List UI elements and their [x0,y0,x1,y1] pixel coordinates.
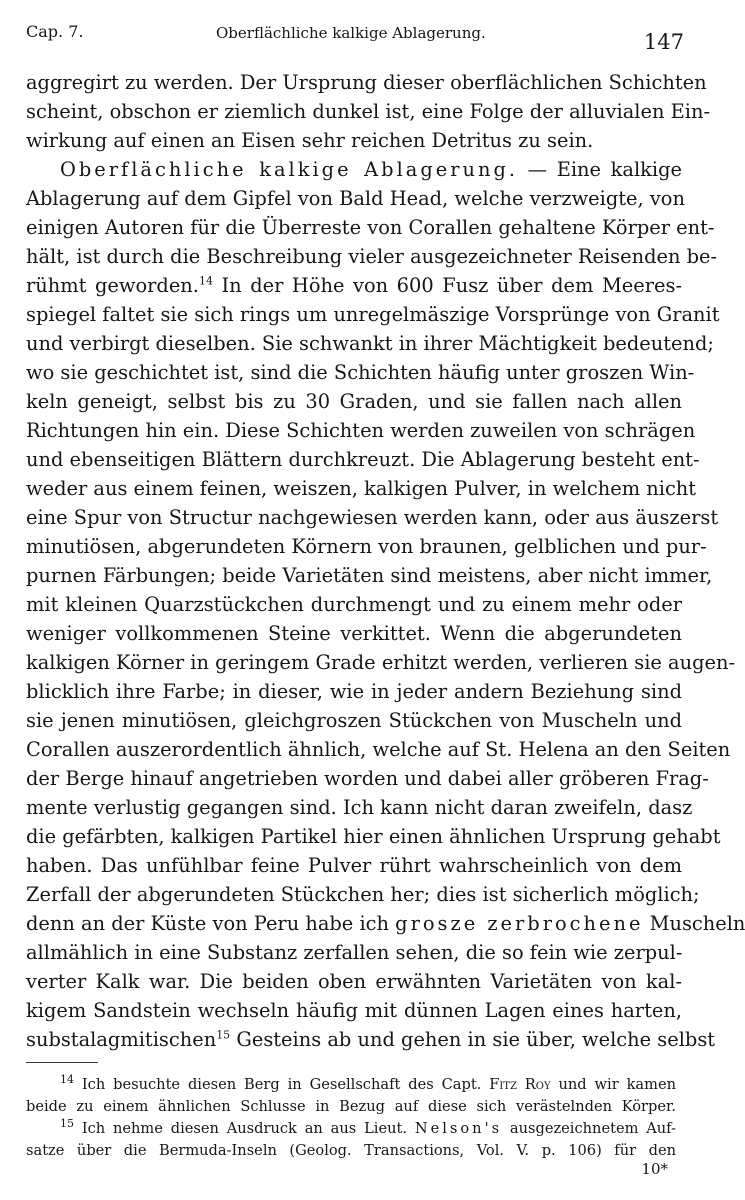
text-line: rühmt geworden.$^{14}$ In der Höhe von 600 Fusz über dem Meeres- [26,274,682,297]
footnotes [26,1074,676,1162]
text-line: die gefärbten, kalkigen Partikel hier einen ähnlichen Ursprung gehabt [26,825,721,848]
text-line: weder aus einem feinen, weiszen, kalkigen Pulver, in welchem nicht [26,477,697,500]
text-line: Ablagerung auf dem Gipfel von Bald Head, welche verzweigte, von [26,187,685,210]
text-line: denn an der Küste von Peru habe ich grosze zerbrochene Muscheln [26,912,745,935]
footnote-line: beide zu einem ähnlichen Schlusse in Bezug auf diese sich verästelnden Körper. [26,1098,676,1115]
running-head [26,22,684,54]
text-line: mit kleinen Quarzstückchen durchmengt und zu einem mehr oder [26,593,682,616]
text-line: aggregirt zu werden. Der Ursprung dieser oberflächlichen Schichten [26,71,707,94]
text-line: haben. Das unfühlbar feine Pulver rührt wahrscheinlich von dem [26,854,682,877]
text-line: minutiösen, abgerundeten Körnern von braunen, gelblichen und pur- [26,535,707,558]
text-line: purnen Färbungen; beide Varietäten sind meistens, aber nicht immer, [26,564,713,587]
footnote-line: satze über die Bermuda-Inseln (Geolog. Transactions, Vol. V. p. 106) für den [26,1142,676,1159]
text-line: Zerfall der abgerundeten Stückchen her; dies ist sicherlich möglich; [26,883,700,906]
text-line: und verbirgt dieselben. Sie schwankt in ihrer Mächtigkeit bedeutend; [26,332,714,355]
text-line: und ebenseitigen Blättern durchkreuzt. Die Ablagerung besteht ent- [26,448,700,471]
main-text [26,68,745,1054]
text-line: sie jenen minutiösen, gleichgroszen Stückchen von Muscheln und [26,709,682,732]
text-line: wirkung auf einen an Eisen sehr reichen Detritus zu sein. [26,129,594,152]
text-line: wo sie geschichtet ist, sind die Schichten häufig unter groszen Win- [26,361,695,384]
signature-mark: 10* [641,1160,668,1178]
text-line: blicklich ihre Farbe; in dieser, wie in jeder andern Beziehung sind [26,680,682,703]
footnote-separator [26,1062,98,1063]
chapter-label: Cap. 7. [26,22,84,41]
footnote-line: $^{15}$ Ich nehme diesen Ausdruck an aus Lieut. Nelson's ausgezeichnetem Auf- [60,1117,676,1137]
text-line: allmählich in eine Substanz zerfallen sehen, die so fein wie zerpul- [26,941,683,964]
text-line: Oberflächliche kalkige Ablagerung. — Eine kalkige [60,158,682,181]
text-line: mente verlustig gegangen sind. Ich kann nicht daran zweifeln, dasz [26,796,693,819]
text-line: kalkigen Körner in geringem Grade erhitzt werden, verlieren sie augen- [26,651,736,674]
text-line: keln geneigt, selbst bis zu 30 Graden, und sie fallen nach allen [26,390,682,413]
running-title: Oberflächliche kalkige Ablagerung. [216,24,486,42]
footnote-line: $^{14}$ Ich besuchte diesen Berg in Gesellschaft des Capt. Fitz Roy und wir kamen [60,1073,676,1093]
page-number: 147 [643,30,684,54]
text-line: verter Kalk war. Die beiden oben erwähnten Varietäten von kal- [26,970,682,993]
text-line: eine Spur von Structur nachgewiesen werden kann, oder aus äuszerst [26,506,719,529]
text-line: weniger vollkommenen Steine verkittet. Wenn die abgerundeten [26,622,682,645]
text-line: spiegel faltet sie sich rings um unregelmäszige Vorsprünge von Granit [26,303,720,326]
text-line: hält, ist durch die Beschreibung vieler ausgezeichneter Reisenden be- [26,245,718,268]
text-line: Corallen auszerordentlich ähnlich, welche auf St. Helena an den Seiten [26,738,731,761]
text-line: der Berge hinauf angetrieben worden und dabei aller gröberen Frag- [26,767,709,790]
text-line: Richtungen hin ein. Diese Schichten werden zuweilen von schrägen [26,419,696,442]
text-line: substalagmitischen$^{15}$ Gesteins ab und gehen in sie über, welche selbst [26,1028,716,1051]
text-line: kigem Sandstein wechseln häufig mit dünnen Lagen eines harten, [26,999,682,1022]
text-line: scheint, obschon er ziemlich dunkel ist, eine Folge der alluvialen Ein- [26,100,710,123]
text-line: einigen Autoren für die Überreste von Corallen gehaltene Körper ent- [26,216,715,239]
